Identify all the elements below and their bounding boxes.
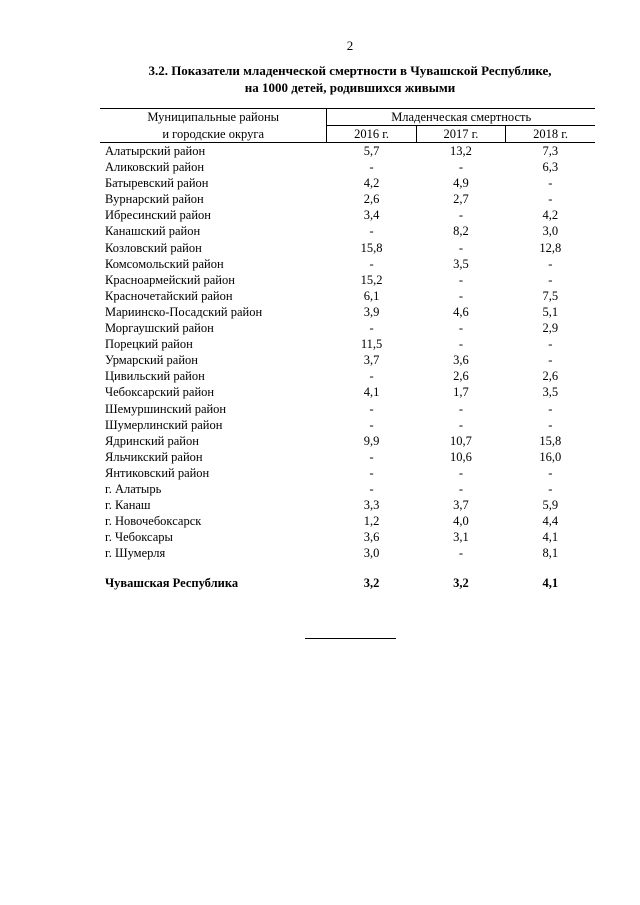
row-value: 1,2 [363, 514, 380, 529]
row-name: Яльчикский район [105, 449, 203, 464]
table-row [100, 497, 595, 513]
table-row [100, 256, 595, 272]
row-value: 8,1 [542, 546, 559, 561]
header-year-2017: 2017 г. [416, 126, 505, 143]
row-value: 3,5 [542, 385, 559, 400]
row-name: г. Канаш [105, 498, 151, 513]
row-value: - [458, 465, 464, 480]
row-value: 15,2 [360, 272, 383, 287]
table-row [100, 288, 595, 304]
row-value: - [369, 465, 374, 480]
row-name: Чебоксарский район [105, 385, 215, 400]
title-line-1: 3.2. Показатели младенческой смертности в Чувашской Республике, [148, 63, 552, 78]
row-name: г. Новочебоксарск [105, 514, 202, 529]
table-row [100, 143, 595, 160]
row-value: 4,1 [542, 530, 559, 545]
table-row [100, 191, 595, 207]
row-name: Моргаушский район [105, 321, 214, 336]
row-value: 4,2 [363, 176, 380, 191]
row-value: - [369, 369, 374, 384]
row-value: - [458, 321, 464, 336]
row-value: - [458, 160, 464, 175]
row-value: 4,1 [363, 385, 380, 400]
table-row [100, 417, 595, 433]
row-value: - [369, 417, 374, 432]
row-value: 16,0 [539, 449, 562, 464]
row-value: - [548, 465, 553, 480]
row-value: - [458, 417, 464, 432]
row-value: - [548, 192, 553, 207]
page-number: 2 [346, 38, 354, 53]
row-value: 5,1 [542, 304, 559, 319]
row-name: Цивильский район [105, 369, 205, 384]
table-row [100, 401, 595, 417]
row-value: 13,2 [450, 144, 472, 158]
header-group: Младенческая смертность [327, 109, 595, 126]
row-value: 2,7 [453, 192, 469, 207]
header-name-line-2: и городские округа [100, 126, 327, 143]
row-name: Алатырский район [105, 144, 206, 158]
row-name: г. Шумерля [105, 546, 166, 561]
row-value: 3,6 [453, 353, 469, 368]
row-name: Канашский район [105, 224, 201, 239]
spacer-row [100, 561, 595, 575]
table-row [100, 304, 595, 320]
row-name: г. Чебоксары [105, 530, 173, 545]
row-value: 3,5 [453, 256, 469, 271]
row-value: 2,6 [453, 369, 469, 384]
row-value: 3,9 [363, 304, 380, 319]
table-row [100, 175, 595, 191]
table-row [100, 465, 595, 481]
table-row [100, 433, 595, 449]
row-value: 3,6 [363, 530, 380, 545]
row-value: 8,2 [453, 224, 469, 239]
row-value: - [458, 208, 464, 223]
row-name: Козловский район [105, 240, 202, 255]
row-value: 10,6 [450, 449, 472, 464]
row-value: 3,1 [453, 530, 469, 545]
row-name: Урмарский район [105, 353, 198, 368]
row-value: - [548, 401, 553, 416]
row-value: 3,7 [453, 498, 469, 513]
row-value: - [548, 272, 553, 287]
row-value: 3,0 [363, 546, 380, 561]
row-value: - [548, 256, 553, 271]
row-value: - [548, 176, 553, 191]
row-value: 4,9 [453, 176, 469, 191]
total-name: Чувашская Республика [105, 576, 239, 591]
table-row [100, 481, 595, 497]
row-value: 3,4 [363, 208, 380, 223]
row-value: 15,8 [539, 433, 562, 448]
row-value: - [458, 401, 464, 416]
table-row [100, 336, 595, 352]
row-name: Порецкий район [105, 337, 193, 352]
row-value: 12,8 [539, 240, 562, 255]
row-value: 4,2 [542, 208, 559, 223]
total-row [100, 575, 595, 591]
row-name: Ядринский район [105, 433, 199, 448]
table-row [100, 384, 595, 400]
row-name: Красноармейский район [105, 272, 235, 287]
header-year-2016: 2016 г. [327, 126, 416, 143]
table-row [100, 449, 595, 465]
row-value: - [548, 417, 553, 432]
table-row [100, 513, 595, 529]
row-value: - [548, 481, 553, 496]
table-row [100, 352, 595, 368]
row-name: г. Алатырь [105, 481, 162, 496]
table-row [100, 272, 595, 288]
row-value: 5,9 [542, 498, 559, 513]
row-name: Вурнарский район [105, 192, 204, 207]
table-row [100, 368, 595, 384]
table-row [100, 545, 595, 561]
row-value: - [369, 224, 374, 239]
table-row [100, 159, 595, 175]
total-value: 4,1 [542, 576, 559, 591]
row-value: - [458, 481, 464, 496]
table-row [100, 223, 595, 239]
header-name-line-1: Муниципальные районы [100, 109, 327, 126]
row-name: Красночетайский район [105, 288, 233, 303]
row-value: 3,0 [542, 224, 559, 239]
row-value: 10,7 [450, 433, 472, 448]
row-value: - [458, 288, 464, 303]
row-name: Ибресинский район [105, 208, 211, 223]
row-name: Шемуршинский район [105, 401, 227, 416]
mortality-table-container [100, 108, 595, 592]
row-value: 4,6 [453, 304, 469, 319]
mortality-table [100, 108, 595, 592]
row-value: 3,7 [363, 353, 380, 368]
table-row [100, 207, 595, 223]
row-value: - [548, 353, 553, 368]
row-value: - [369, 321, 374, 336]
row-name: Батыревский район [105, 176, 209, 191]
row-value: 4,4 [542, 514, 559, 529]
table-body [100, 143, 595, 592]
row-name: Аликовский район [105, 160, 205, 175]
row-value: - [458, 337, 464, 352]
row-value: - [369, 160, 374, 175]
table-row [100, 320, 595, 336]
table-row [100, 529, 595, 545]
row-name: Мариинско-Посадский район [105, 304, 263, 319]
row-value: 6,3 [542, 160, 559, 175]
footer-rule [305, 638, 396, 639]
row-value: 11,5 [360, 337, 383, 352]
row-value: 2,9 [542, 321, 559, 336]
total-value: 3,2 [453, 576, 469, 591]
row-value: 7,3 [542, 144, 559, 158]
row-value: 9,9 [363, 433, 380, 448]
table-row [100, 240, 595, 256]
row-value: 4,0 [453, 514, 469, 529]
row-value: 2,6 [363, 192, 380, 207]
row-value: - [458, 272, 464, 287]
row-value: - [458, 546, 464, 561]
row-value: 15,8 [360, 240, 383, 255]
row-value: - [458, 240, 464, 255]
row-value: 5,7 [363, 144, 380, 158]
row-value: 7,5 [542, 288, 559, 303]
table-title [100, 62, 600, 96]
row-value: - [369, 401, 374, 416]
title-line-2: на 1000 детей, родившихся живыми [244, 80, 456, 95]
row-value: - [369, 481, 374, 496]
row-value: 2,6 [542, 369, 559, 384]
header-year-2018: 2018 г. [506, 126, 595, 143]
row-name: Комсомольский район [105, 256, 224, 271]
row-value: 1,7 [453, 385, 469, 400]
row-value: 6,1 [363, 288, 380, 303]
row-value: - [548, 337, 553, 352]
row-name: Шумерлинский район [105, 417, 223, 432]
total-value: 3,2 [363, 576, 380, 591]
row-value: 3,3 [363, 498, 380, 513]
row-value: - [369, 449, 374, 464]
row-name: Янтиковский район [105, 465, 210, 480]
row-value: - [369, 256, 374, 271]
